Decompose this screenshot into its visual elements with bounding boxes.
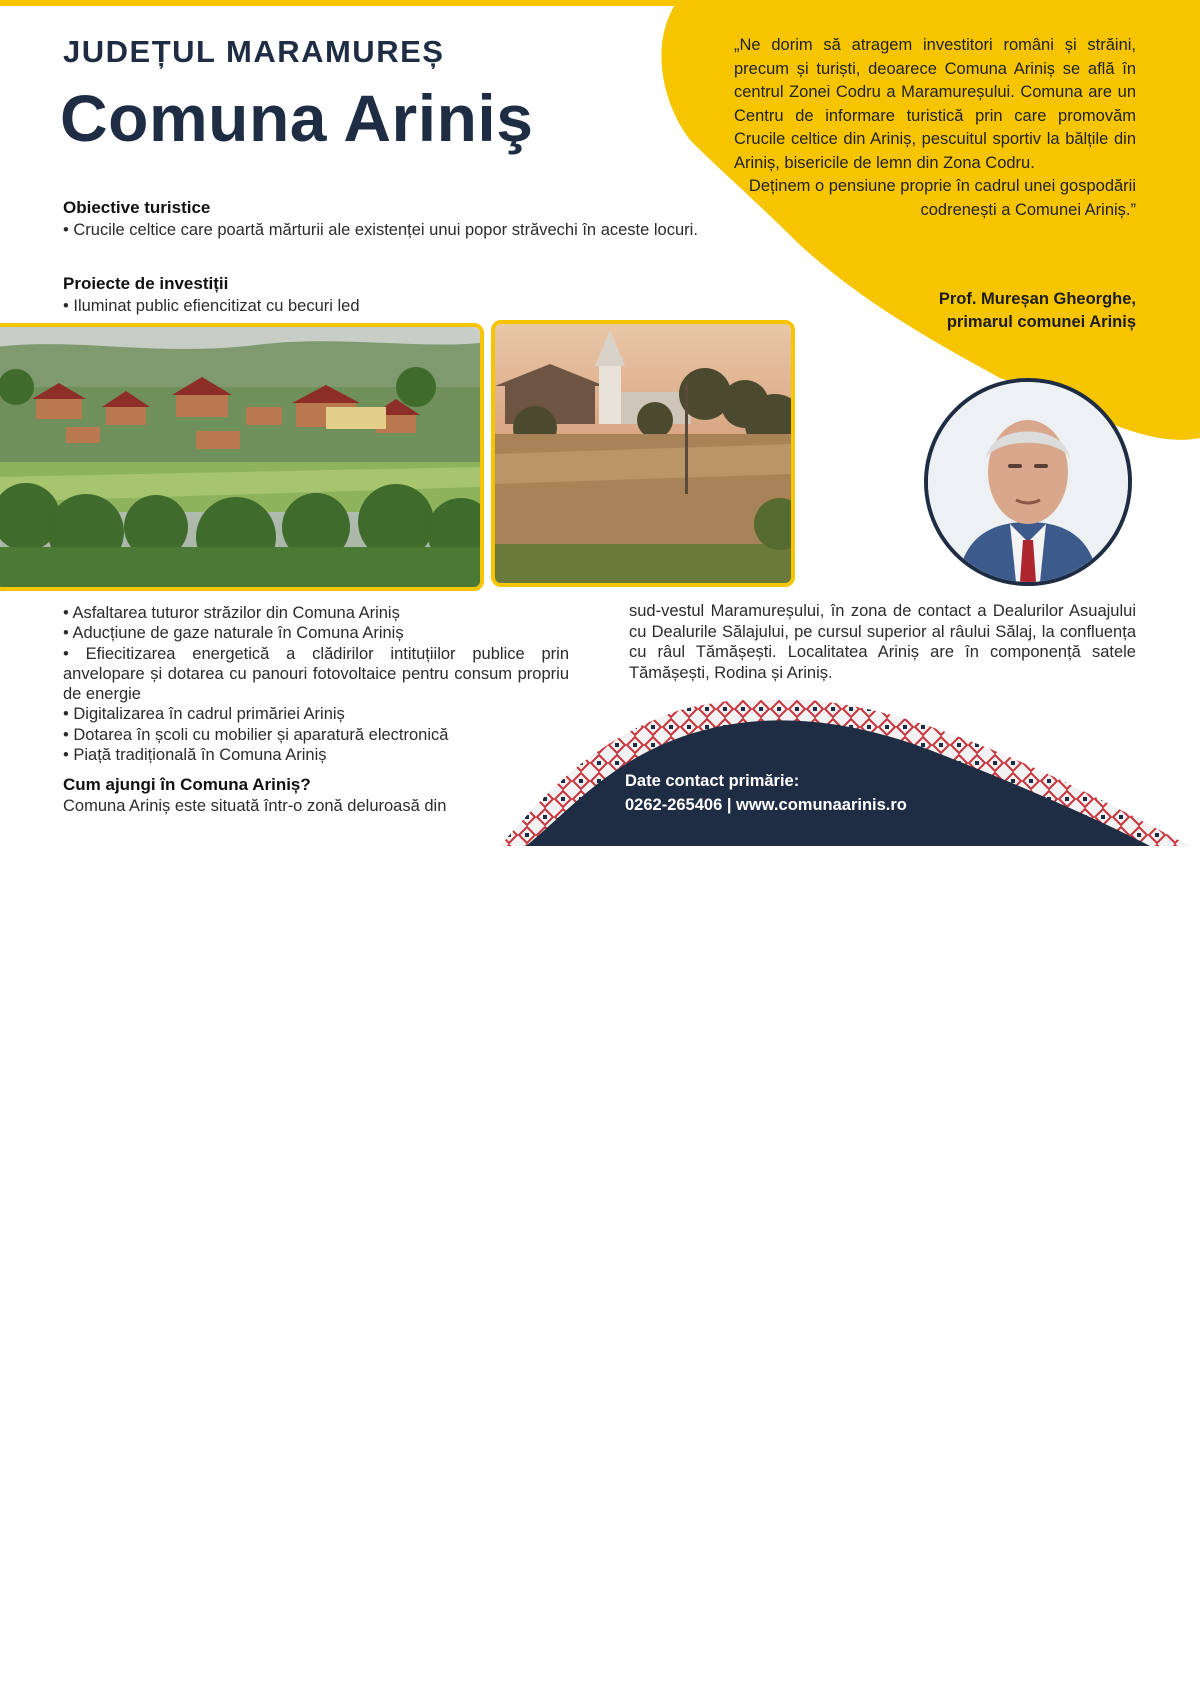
- village-landscape-photo: [0, 323, 484, 591]
- investments-first-item: • Iluminat public efiencitizat cu becuri led: [63, 297, 360, 315]
- list-item: • Dotarea în școli cu mobilier și aparatură electronică: [63, 725, 449, 744]
- access-heading: Cum ajungi în Comuna Ariniș?: [63, 775, 311, 794]
- commune-title: Comuna Ariniş: [60, 81, 534, 155]
- contact-label: Date contact primărie:: [625, 772, 800, 790]
- quote-text: „Ne dorim să atragem investitori români și străini, precum și turiști, deoarece Comuna Ariniș se află în centrul Zonei Codru a Maramureșului. Comuna are un Centru de informare turistică prin care promovăm Crucile celtice din Ariniș, pescuitul sportiv la bălțile din Ariniș, bisericile de lemn din Zona Codru.: [734, 36, 1136, 172]
- list-item: • Aducțiune de gaze naturale în Comuna Ariniș: [63, 624, 404, 643]
- quote-last-line: Deținem o pensiune proprie în cadrul unei gospodării codrenești a Comunei Ariniș.”: [748, 177, 1136, 219]
- tourism-text: • Crucile celtice care poartă mărturii ale existenței unui popor străvechi în aceste locuri.: [63, 221, 698, 239]
- access-text-left: Comuna Ariniș este situată într-o zonă deluroasă din: [63, 797, 447, 815]
- access-text-right: sud-vestul Maramureșului, în zona de contact a Dealurilor Asuajului cu Dealurile Sălajului, pe cursul superior al râului Sălaj, la confluența cu râul Tămășești. Localitatea Ariniș are în componență satele Tămășești, Rodina și Ariniș.: [629, 602, 1136, 682]
- list-item: • Piață tradițională în Comuna Ariniș: [63, 746, 327, 765]
- tourism-heading: Obiective turistice: [63, 198, 211, 217]
- county-title: JUDEȚUL MARAMUREȘ: [63, 34, 445, 69]
- list-item: • Digitalizarea în cadrul primăriei Ariniș: [63, 705, 345, 724]
- list-item: • Efiecitizarea energetică a clădirilor intituțiilor publice prin anvelopare și dotarea cu panouri fotovoltaice pentru consum propriu de energie: [63, 644, 569, 704]
- author-name: Prof. Mureșan Gheorghe,: [938, 290, 1136, 308]
- author-title: primarul comunei Ariniș: [946, 313, 1136, 331]
- list-item: • Asfaltarea tuturor străzilor din Comuna Ariniș: [63, 604, 400, 622]
- mayor-portrait: [924, 378, 1132, 586]
- investments-heading: Proiecte de investiții: [63, 274, 229, 293]
- investment-list: [63, 603, 569, 765]
- mayor-quote: [734, 34, 1136, 222]
- church-sunset-photo: [491, 320, 795, 587]
- quote-author: [939, 288, 1136, 334]
- contact-banner: [500, 700, 1190, 846]
- contact-phone-website: 0262-265406 | www.comunaarinis.ro: [625, 796, 907, 814]
